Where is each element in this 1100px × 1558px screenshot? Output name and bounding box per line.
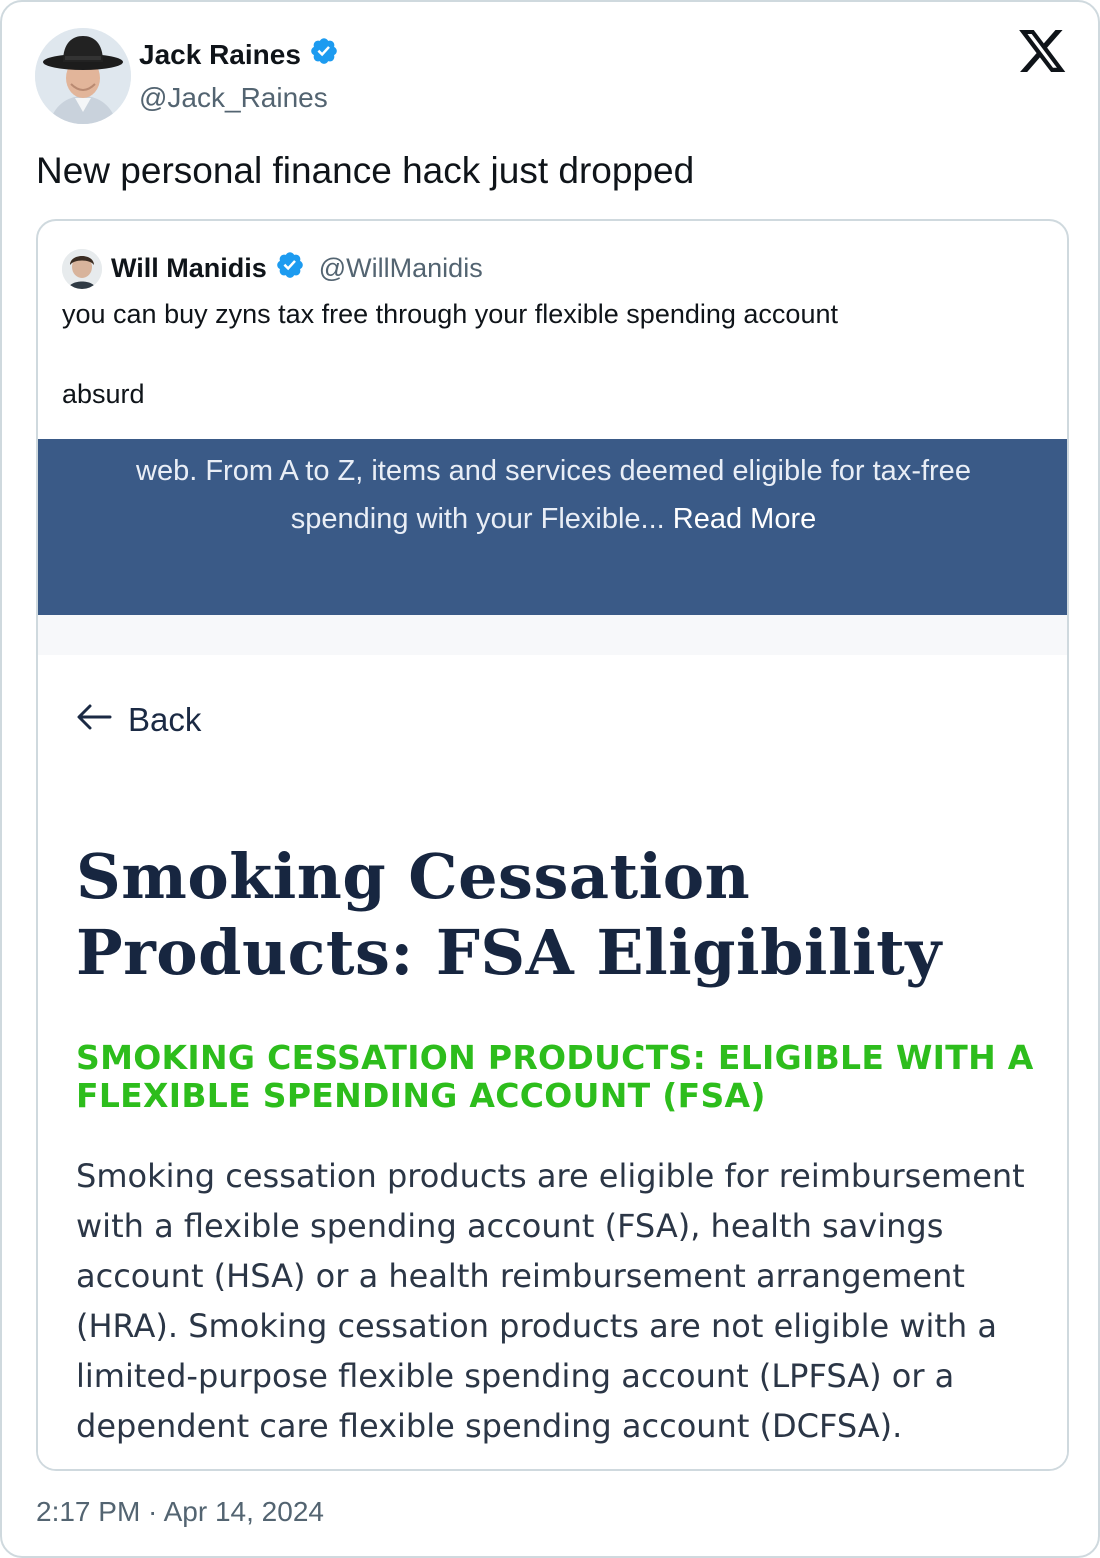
article-subtitle: SMOKING CESSATION PRODUCTS: ELIGIBLE WITH A FLEXIBLE SPENDING ACCOUNT (FSA) bbox=[76, 1038, 1034, 1115]
embedded-screenshot[interactable] bbox=[38, 439, 1069, 1471]
quoted-tweet[interactable] bbox=[36, 219, 1069, 1471]
quoted-name-text[interactable]: Will Manidis bbox=[111, 253, 267, 283]
article-title: Smoking Cessation Products: FSA Eligibility bbox=[76, 840, 942, 989]
quoted-text-line1: you can buy zyns tax free through your flexible spending account bbox=[62, 299, 838, 329]
x-logo-icon[interactable] bbox=[1019, 30, 1067, 74]
quoted-name bbox=[111, 250, 483, 287]
verified-badge-icon bbox=[309, 36, 339, 73]
quoted-avatar[interactable] bbox=[62, 249, 102, 289]
banner-line2 bbox=[38, 495, 1069, 543]
author-avatar[interactable] bbox=[35, 28, 131, 124]
back-label: Back bbox=[128, 701, 202, 738]
read-more-link: Read More bbox=[672, 503, 817, 535]
back-arrow-icon bbox=[76, 701, 112, 739]
article-body: Smoking cessation products are eligible for reimbursement with a flexible spending account (FSA), health savings account (HSA) or a health reimbursement arrangement (HRA). Smoking cessation products are not eligible with a limited-purpose flexible spending account (LPFSA) or a dependent care flexible spending account (DCFSA). bbox=[76, 1157, 1025, 1445]
author-handle[interactable]: @Jack_Raines bbox=[139, 82, 328, 113]
screenshot-banner bbox=[38, 439, 1069, 615]
verified-badge-icon bbox=[275, 250, 305, 287]
author-name[interactable] bbox=[139, 36, 339, 73]
banner-line2-text: spending with your Flexible... bbox=[290, 503, 673, 535]
banner-line1: web. From A to Z, items and services deemed eligible for tax-free bbox=[136, 455, 971, 487]
back-link bbox=[76, 701, 201, 739]
tweet-timestamp[interactable]: 2:17 PM · Apr 14, 2024 bbox=[36, 1496, 324, 1527]
quoted-handle[interactable]: @WillManidis bbox=[318, 253, 483, 283]
quoted-text-line2: absurd bbox=[62, 379, 145, 409]
author-name-text[interactable]: Jack Raines bbox=[139, 38, 301, 70]
tweet-text: New personal finance hack just dropped bbox=[36, 150, 695, 191]
